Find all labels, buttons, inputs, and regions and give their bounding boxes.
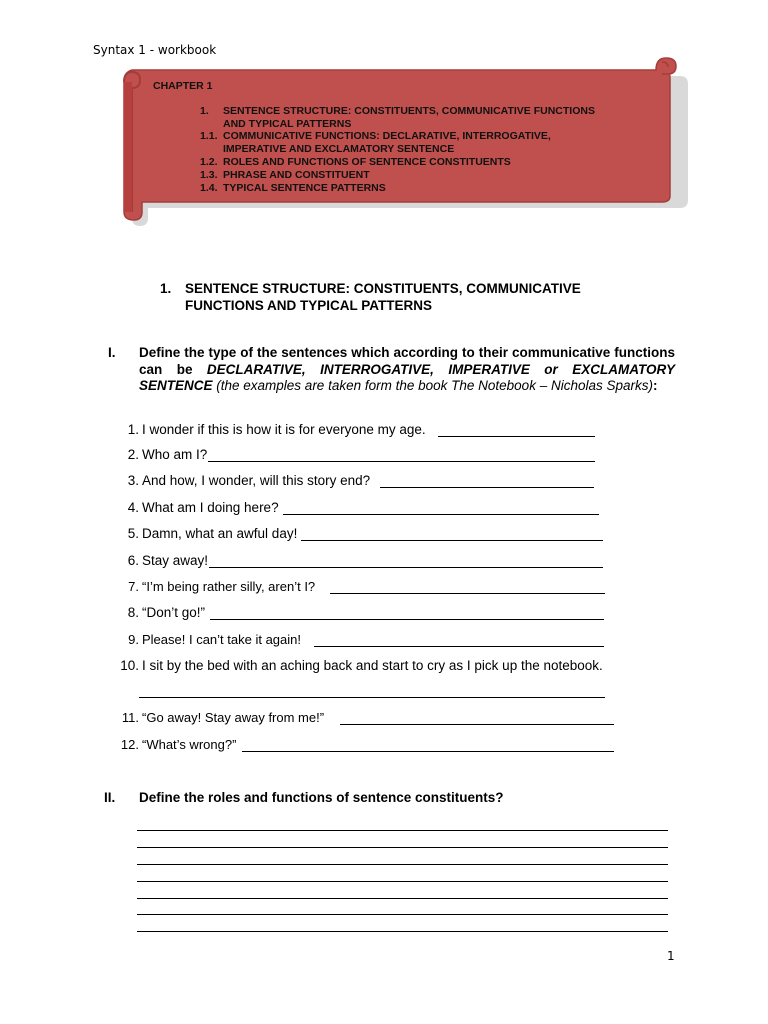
banner-item-1-3: 1.3. PHRASE AND CONSTITUENT [200,168,370,181]
page-number: 1 [667,949,675,963]
exercise-item: 10. I sit by the bed with an aching back and start to cry as I pick up the notebook. [120,658,603,673]
task-2-prompt: Define the roles and functions of sentence constituents? [139,790,504,805]
banner-item-1-4: 1.4. TYPICAL SENTENCE PATTERNS [200,181,386,194]
banner-contents [153,80,653,194]
exercise-item: 1. I wonder if this is how it is for everyone my age. [127,422,426,437]
exercise-item: 4. What am I doing here? [127,500,279,515]
document-header-title: Syntax 1 - workbook [93,43,217,57]
banner-right-curl [656,58,676,74]
answer-blank[interactable] [340,724,614,725]
exercise-item: 8. “Don’t go!” [127,605,206,620]
answer-line[interactable] [137,830,668,831]
answer-line[interactable] [137,931,668,932]
answer-blank[interactable] [208,461,595,462]
answer-blank[interactable] [210,619,604,620]
exercise-item: 5. Damn, what an awful day! [127,526,298,541]
answer-line[interactable] [137,864,668,865]
exercise-item: 7. “I’m being rather silly, aren’t I? [128,579,316,594]
answer-blank[interactable] [139,697,605,698]
banner-item-1-1-cont: IMPERATIVE AND EXCLAMATORY SENTENCE [223,143,455,156]
answer-blank[interactable] [242,751,614,752]
exercise-item: 3. And how, I wonder, will this story end? [127,473,371,488]
exercise-item: 6. Stay away! [127,553,209,568]
answer-line[interactable] [137,847,668,848]
answer-blank[interactable] [380,487,594,488]
section-heading: 1. SENTENCE STRUCTURE: CONSTITUENTS, COMMUNICATIVE FUNCTIONS AND TYPICAL PATTERNS [160,281,581,313]
exercise-item: 12. “What’s wrong?” [120,737,237,752]
answer-blank[interactable] [209,567,603,568]
banner-chapter-label: CHAPTER 1 [153,80,213,92]
answer-blank[interactable] [301,540,603,541]
answer-line[interactable] [137,898,668,899]
answer-blank[interactable] [438,436,595,437]
exercise-item: 11. “Go away! Stay away from me!” [121,710,325,725]
banner-item-1-2: 1.2. ROLES AND FUNCTIONS OF SENTENCE CONSTITUENTS [200,155,511,168]
task-2-number: II. [104,790,116,805]
answer-blank[interactable] [314,646,604,647]
exercise-item: 2. Who am I? [127,447,208,462]
banner-item-1: 1. SENTENCE STRUCTURE: CONSTITUENTS, COMMUNICATIVE FUNCTIONS [200,104,595,117]
exercise-item: 9. Please! I can’t take it again! [128,632,301,647]
task-1-number: I. [108,345,116,360]
answer-blank[interactable] [283,514,599,515]
answer-line[interactable] [137,881,668,882]
banner-item-1-1: 1.1. COMMUNICATIVE FUNCTIONS: DECLARATIVE, INTERROGATIVE, [200,130,551,143]
answer-blank[interactable] [330,593,605,594]
answer-line[interactable] [137,914,668,915]
task-1-instructions: Define the type of the sentences which according to their communicative functions can be DECLARATIVE, INTERROGATIVE, IMPERATIVE or EXCLAMATORY SENTENCE (the examples are taken form the book The Notebook – Nicholas Sparks): [139,345,675,393]
banner-item-1-cont: AND TYPICAL PATTERNS [223,117,352,130]
